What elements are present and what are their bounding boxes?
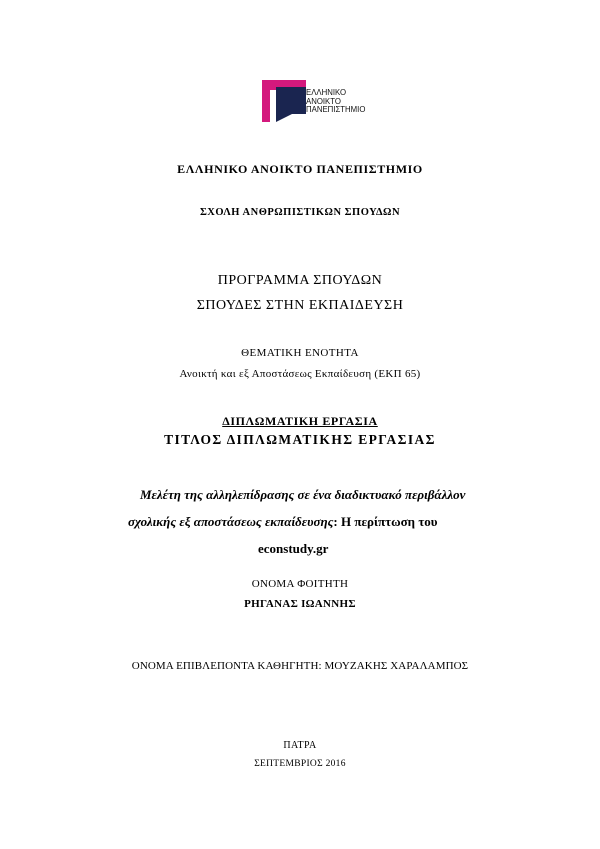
- program-subtitle: ΣΠΟΥΔΕΣ ΣΤΗΝ ΕΚΠΑΙΔΕΥΣΗ: [196, 298, 404, 313]
- module-label: ΘΕΜΑΤΙΚΗ ΕΝΟΤΗΤΑ: [241, 347, 359, 359]
- university-name: ΕΛΛΗΝΙΚΟ ΑΝΟΙΚΤΟ ΠΑΝΕΠΙΣΤΗΜΙΟ: [177, 162, 423, 176]
- thesis-subject-line-3: econstudy.gr: [258, 541, 329, 556]
- student-label: ΟΝΟΜΑ ΦΟΙΤΗΤΗ: [251, 578, 349, 590]
- thesis-subject-line-2a: σχολικής εξ αποστάσεως εκπαίδευσης: [128, 514, 334, 529]
- logo-line-2: ΑΝΟΙΚΤΟ: [306, 96, 341, 106]
- program-title: ΠΡΟΓΡΑΜΜΑ ΣΠΟΥΔΩΝ: [217, 273, 383, 288]
- school-name: ΣΧΟΛΗ ΑΝΘΡΩΠΙΣΤΙΚΩΝ ΣΠΟΥΔΩΝ: [199, 207, 401, 218]
- thesis-title-label: ΤΙΤΛΟΣ ΔΙΠΛΩΜΑΤΙΚΗΣ ΕΡΓΑΣΙΑΣ: [164, 432, 436, 447]
- thesis-subject-line-2: [128, 508, 518, 535]
- student-name: ΡΗΓΑΝΑΣ ΙΩΑΝΝΗΣ: [244, 598, 356, 610]
- logo-line-3: ΠΑΝΕΠΙΣΤΗΜΙΟ: [306, 105, 366, 115]
- place: ΠΑΤΡΑ: [283, 740, 317, 751]
- logo-wordmark: [306, 89, 365, 115]
- thesis-type: ΔΙΠΛΩΜΑΤΙΚΗ ΕΡΓΑΣΙΑ: [222, 414, 378, 428]
- thesis-subject: [128, 481, 518, 562]
- logo-mark-icon: [262, 80, 306, 122]
- university-logo: [262, 80, 387, 122]
- date: ΣΕΠΤΕΜΒΡΙΟΣ 2016: [254, 759, 346, 769]
- logo-line-1: ΕΛΛΗΝΙΚΟ: [306, 88, 347, 97]
- thesis-subject-line-2b: : Η περίπτωση του: [333, 514, 438, 529]
- module-name: Ανοικτή και εξ Αποστάσεως Εκπαίδευση (ΕΚΠ 65): [179, 368, 421, 380]
- thesis-subject-line-1: Μελέτη της αλληλεπίδρασης σε ένα διαδικτυακό περιβάλλον: [140, 487, 466, 502]
- supervisor-line: ΟΝΟΜΑ ΕΠΙΒΛΕΠΟΝΤΑ ΚΑΘΗΓΗΤΗ: ΜΟΥΖΑΚΗΣ ΧΑΡΑΛΑΜΠΟΣ: [131, 660, 469, 672]
